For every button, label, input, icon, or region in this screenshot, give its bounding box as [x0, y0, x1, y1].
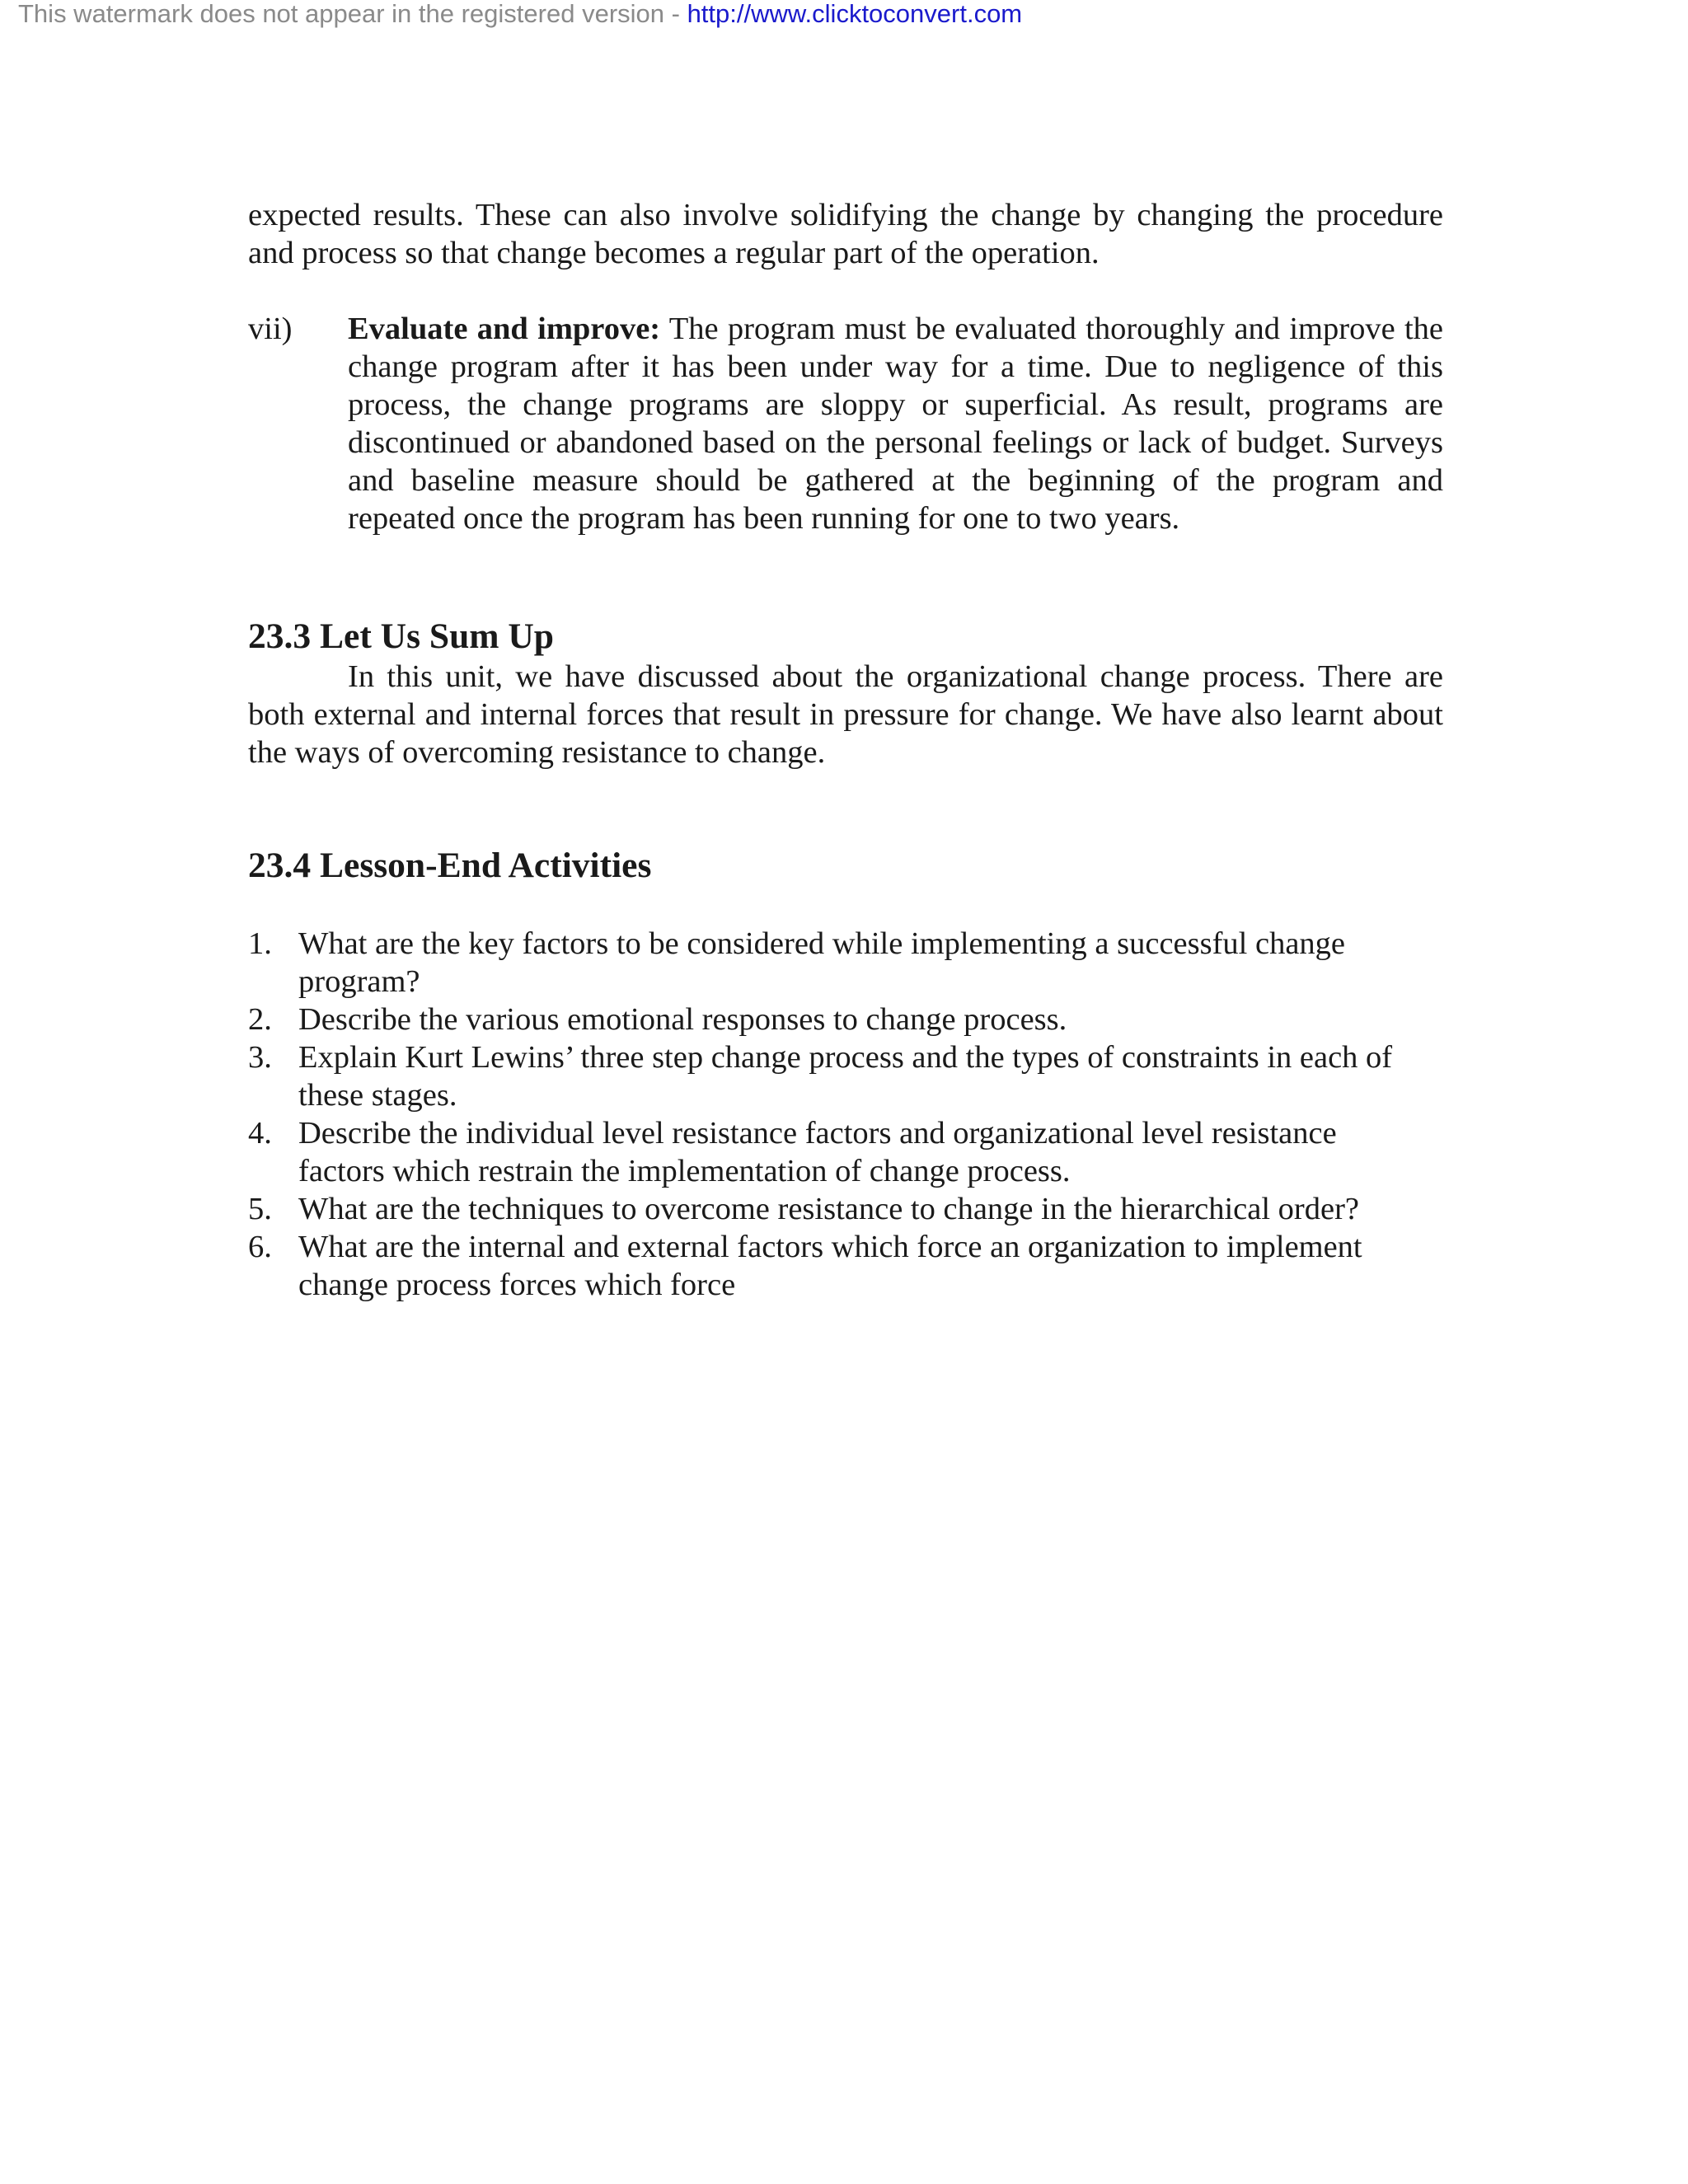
activity-number: 1.: [248, 926, 272, 961]
activity-text: What are the key factors to be considered while implementing a successful change program?: [298, 926, 1346, 999]
activity-number: 3.: [248, 1040, 272, 1075]
activity-item-1: [248, 925, 1443, 1001]
sum-up-heading: 23.3 Let Us Sum Up: [248, 616, 555, 656]
activity-number: 4.: [248, 1116, 272, 1151]
activity-item-6: [248, 1228, 1443, 1304]
watermark-text: This watermark does not appear in the registered version -: [18, 0, 687, 28]
activities-list: [248, 925, 1443, 1304]
step-vii-number: vii): [248, 312, 293, 346]
activities-heading: 23.4 Lesson-End Activities: [248, 846, 652, 885]
activity-number: 2.: [248, 1002, 272, 1037]
continuation-paragraph: expected results. These can also involve solidifying the change by changing the procedure and process so that change becomes a regular part of the operation.: [248, 198, 1443, 270]
document-page: [248, 196, 1443, 1304]
activity-item-4: [248, 1114, 1443, 1190]
step-vii-item: [248, 310, 1443, 537]
activity-number: 6.: [248, 1230, 272, 1264]
watermark-link[interactable]: http://www.clicktoconvert.com: [687, 0, 1023, 28]
step-vii-text: The program must be evaluated thoroughly and improve the change program after it has been under way for a time. Due to negligence of this process, the change programs are sloppy or superficial. As result, programs are discontinued or abandoned based on the personal feelings or lack of budget. Surveys and baseline measure should be gathered at the beginning of the program and repeated once the program has been running for one to two years.: [348, 312, 1443, 536]
watermark-banner: [18, 0, 1022, 28]
activity-text: Describe the various emotional responses to change process.: [298, 1002, 1067, 1037]
activity-item-3: [248, 1038, 1443, 1114]
step-vii-body: [348, 310, 1443, 537]
activity-text: What are the internal and external factors which force an organization to implement change process forces which force: [298, 1230, 1362, 1302]
activity-text: Describe the individual level resistance factors and organizational level resistance factors which restrain the implementation of change process.: [298, 1116, 1337, 1188]
activity-text: Explain Kurt Lewins’ three step change process and the types of constraints in each of these stages.: [298, 1040, 1393, 1113]
activity-text: What are the techniques to overcome resistance to change in the hierarchical order?: [298, 1192, 1359, 1226]
activity-item-2: [248, 1001, 1443, 1038]
activity-number: 5.: [248, 1192, 272, 1226]
sum-up-paragraph: In this unit, we have discussed about the organizational change process. There are both external and internal forces that result in pressure for change. We have also learnt about the ways of overcoming resistance to change.: [248, 659, 1443, 770]
activity-item-5: [248, 1190, 1443, 1228]
step-vii-title: Evaluate and improve:: [348, 312, 661, 346]
